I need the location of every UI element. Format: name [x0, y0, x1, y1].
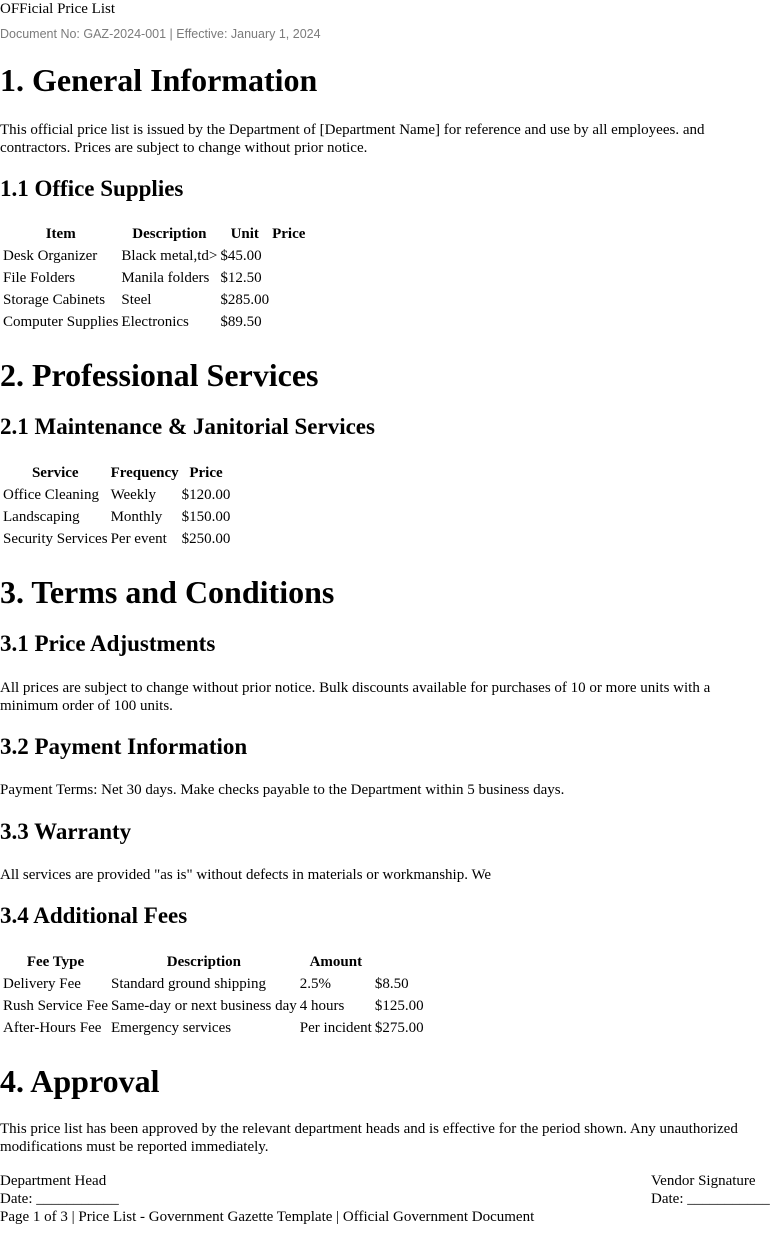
table-row	[3, 269, 305, 287]
table-cell: Monthly	[110, 509, 163, 525]
table-cell: Delivery Fee	[3, 976, 81, 992]
table-row	[3, 247, 305, 265]
table-cell: $8.50	[374, 976, 409, 992]
table-cell: Weekly	[110, 487, 157, 503]
table-cell: Steel	[121, 292, 152, 308]
signature-date-line: Date: ___________	[651, 1191, 770, 1207]
column-header: Item	[45, 226, 76, 242]
section-general-heading: 1. General Information	[0, 62, 318, 98]
table-cell: Storage Cabinets	[3, 292, 106, 308]
payment-text: Payment Terms: Net 30 days. Make checks payable to the Department within 5 business days.	[0, 782, 565, 798]
fees-heading: 3.4 Additional Fees	[0, 903, 188, 928]
column-header: Fee Type	[26, 954, 85, 970]
table-row	[3, 997, 424, 1015]
page-footer: Page 1 of 3 | Price List - Government Gazette Template | Official Government Document	[0, 1209, 535, 1225]
table-cell: Same-day or next business day	[110, 998, 297, 1014]
approval-text: This price list has been approved by the relevant department heads and is effective for the period shown. Any unauthorized modifications must be reported immediately.	[0, 1121, 738, 1155]
table-cell: Standard ground shipping	[110, 976, 266, 992]
maintenance-table	[0, 460, 233, 552]
table-cell: Computer Supplies	[3, 314, 119, 330]
table-header-row	[3, 464, 230, 482]
table-cell: $12.50	[220, 270, 262, 286]
payment-heading: 3.2 Payment Information	[0, 734, 248, 759]
table-cell: $285.00	[220, 292, 270, 308]
price-adjustments-text: All prices are subject to change without prior notice. Bulk discounts available for purchases of 10 or more units with a minimum order of 100 units.	[0, 680, 711, 714]
table-cell	[272, 291, 305, 309]
signature-block-vendor	[651, 1172, 770, 1208]
table-row	[3, 1019, 424, 1037]
table-cell: Landscaping	[3, 509, 80, 525]
table-cell: Emergency services	[110, 1020, 232, 1036]
table-cell: $120.00	[181, 487, 231, 503]
column-header	[375, 953, 424, 971]
fees-table	[0, 949, 427, 1041]
office-supplies-heading: 1.1 Office Supplies	[0, 176, 184, 201]
maintenance-heading: 2.1 Maintenance & Janitorial Services	[0, 414, 375, 439]
section-general-text: This official price list is issued by the Department of [Department Name] for reference and use by all employees. and contractors. Prices are subject to change without prior notice.	[0, 122, 705, 156]
column-header: Price	[272, 226, 306, 242]
table-cell	[272, 247, 305, 265]
signature-date-line: Date: ___________	[0, 1191, 119, 1207]
table-row	[3, 975, 424, 993]
warranty-heading: 3.3 Warranty	[0, 819, 132, 844]
column-header: Description	[166, 954, 241, 970]
table-cell: File Folders	[3, 270, 76, 286]
signature-block-department	[0, 1172, 119, 1208]
warranty-text: All services are provided "as is" without defects in materials or workmanship. We	[0, 867, 492, 883]
signature-title: Department Head	[0, 1173, 107, 1189]
table-row	[3, 530, 230, 548]
column-header: Service	[31, 465, 79, 481]
table-cell: 2.5%	[299, 976, 332, 992]
table-cell: Electronics	[121, 314, 189, 330]
table-cell: Per event	[110, 531, 167, 547]
signature-title: Vendor Signature	[651, 1173, 756, 1189]
table-cell: After-Hours Fee	[3, 1020, 102, 1036]
table-header-row	[3, 225, 305, 243]
table-row	[3, 291, 305, 309]
table-cell: Rush Service Fee	[3, 998, 108, 1014]
section-professional-heading: 2. Professional Services	[0, 357, 319, 393]
table-row	[3, 486, 230, 504]
table-header-row	[3, 953, 424, 971]
table-cell: 4 hours	[299, 998, 345, 1014]
table-cell: Security Services	[3, 531, 108, 547]
table-row	[3, 508, 230, 526]
table-cell	[272, 313, 305, 331]
table-cell: Office Cleaning	[3, 487, 99, 503]
table-cell: $150.00	[181, 509, 231, 525]
column-header: Amount	[309, 954, 363, 970]
office-supplies-table	[0, 221, 308, 335]
column-header: Description	[132, 226, 207, 242]
column-header: Frequency	[110, 465, 179, 481]
table-cell: Desk Organizer	[3, 248, 98, 264]
price-adjustments-heading: 3.1 Price Adjustments	[0, 631, 216, 656]
table-cell: Per incident	[299, 1020, 372, 1036]
column-header: Price	[189, 465, 223, 481]
table-cell: $125.00	[374, 998, 424, 1014]
section-approval-heading: 4. Approval	[0, 1063, 160, 1099]
table-cell: Black metal,td>	[121, 248, 218, 264]
table-row	[3, 313, 305, 331]
table-cell	[272, 269, 305, 287]
table-cell: Manila folders	[121, 270, 210, 286]
table-cell: $45.00	[220, 248, 262, 264]
document-title: OFFicial Price List	[0, 1, 115, 17]
table-cell: $250.00	[181, 531, 231, 547]
column-header: Unit	[230, 226, 259, 242]
table-cell: $89.50	[220, 314, 262, 330]
document-meta: Document No: GAZ-2024-001 | Effective: January 1, 2024	[0, 27, 321, 41]
table-cell: $275.00	[374, 1020, 424, 1036]
section-terms-heading: 3. Terms and Conditions	[0, 574, 335, 610]
